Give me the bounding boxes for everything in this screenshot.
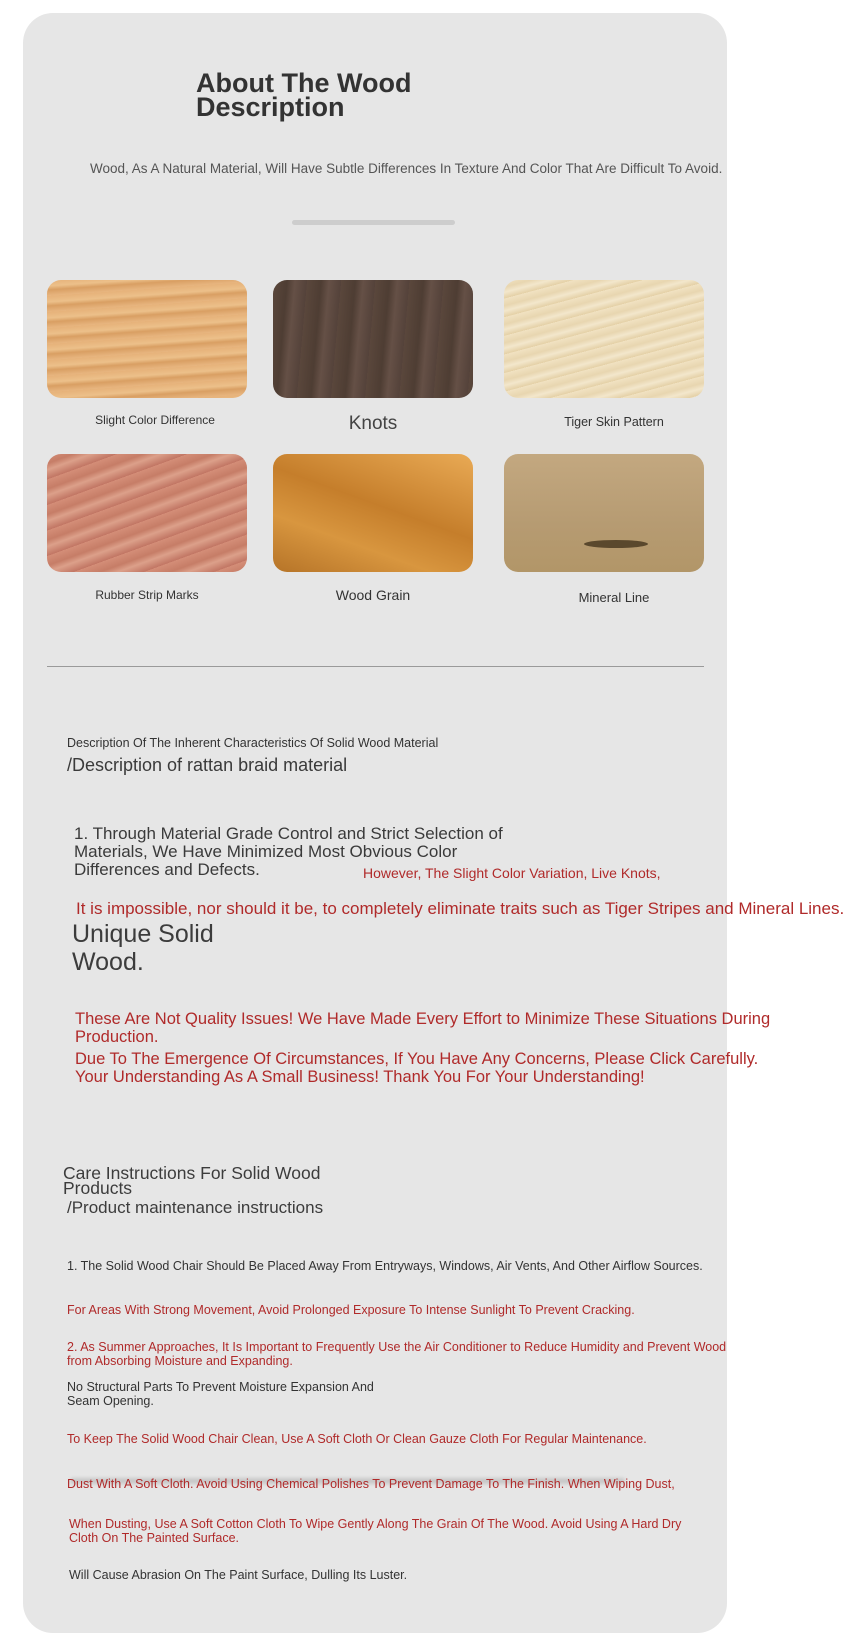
- section-divider: [47, 666, 704, 667]
- wood-swatch-cherry-marks: [47, 454, 247, 572]
- page-title: About The Wood Description: [196, 68, 412, 122]
- wood-swatch-tiger-maple: [504, 280, 704, 398]
- swatch-caption: Slight Color Difference: [95, 413, 215, 427]
- swatch-caption: Knots: [348, 413, 398, 434]
- swatch-caption: Wood Grain: [335, 587, 411, 603]
- wood-swatch-mineral-streak: [504, 454, 704, 572]
- unique-wood-callout: Unique Solid Wood.: [72, 920, 214, 976]
- care-item: When Dusting, Use A Soft Cotton Cloth To Wipe Gently Along The Grain Of The Wood. Avoid Using A Hard Dry Cloth On The Painted Surface.: [69, 1517, 682, 1545]
- care-item: Will Cause Abrasion On The Paint Surface, Dulling Its Luster.: [69, 1568, 408, 1582]
- content-card: [23, 13, 844, 1633]
- horizontal-scrollbar[interactable]: [292, 220, 455, 225]
- wood-swatch-light-grain: [47, 280, 247, 398]
- description-subheading: /Description of rattan braid material: [67, 755, 348, 775]
- description-paragraph: 1. Through Material Grade Control and Strict Selection of Materials, We Have Minimized Most Obvious Color Differences and Defects.: [74, 824, 503, 879]
- care-item: For Areas With Strong Movement, Avoid Prolonged Exposure To Intense Sunlight To Prevent Cracking.: [67, 1303, 635, 1317]
- mineral-streak-mark: [584, 540, 648, 548]
- swatch-caption: Tiger Skin Pattern: [564, 415, 664, 429]
- care-item: 2. As Summer Approaches, It Is Important to Frequently Use the Air Conditioner to Reduce Humidity and Prevent Wood from Absorbing Moisture and Expanding.: [67, 1340, 727, 1368]
- page-subtitle: Wood, As A Natural Material, Will Have Subtle Differences In Texture And Color That Are Difficult To Avoid.: [90, 161, 723, 176]
- wood-swatch-burl-grain: [273, 454, 473, 572]
- care-item: To Keep The Solid Wood Chair Clean, Use A Soft Cloth Or Clean Gauze Cloth For Regular Maintenance.: [67, 1432, 647, 1446]
- description-highlight: It is impossible, nor should it be, to completely eliminate traits such as Tiger Stripes and Mineral Lines.: [76, 899, 844, 918]
- care-item: No Structural Parts To Prevent Moisture Expansion And Seam Opening.: [67, 1380, 374, 1408]
- wood-swatch-dark-walnut: [273, 280, 473, 398]
- description-heading: Description Of The Inherent Characteristics Of Solid Wood Material: [67, 736, 439, 750]
- swatch-caption: Rubber Strip Marks: [95, 588, 199, 602]
- understanding-notice-line: Your Understanding As A Small Business! Thank You For Your Understanding!: [75, 1068, 645, 1086]
- understanding-notice: [75, 1050, 795, 1086]
- understanding-notice-line: Due To The Emergence Of Circumstances, If You Have Any Concerns, Please Click Carefully.: [75, 1050, 759, 1068]
- care-subtitle: /Product maintenance instructions: [67, 1198, 324, 1217]
- care-item: 1. The Solid Wood Chair Should Be Placed Away From Entryways, Windows, Air Vents, And Other Airflow Sources.: [67, 1259, 703, 1273]
- description-highlight: However, The Slight Color Variation, Live Knots,: [363, 865, 661, 881]
- swatch-caption: Mineral Line: [578, 590, 650, 605]
- care-item: Dust With A Soft Cloth. Avoid Using Chemical Polishes To Prevent Damage To The Finish. When Wiping Dust,: [67, 1477, 675, 1491]
- quality-notice: These Are Not Quality Issues! We Have Made Every Effort to Minimize These Situations During Production.: [75, 1010, 771, 1046]
- care-title: Care Instructions For Solid Wood Products: [63, 1163, 321, 1198]
